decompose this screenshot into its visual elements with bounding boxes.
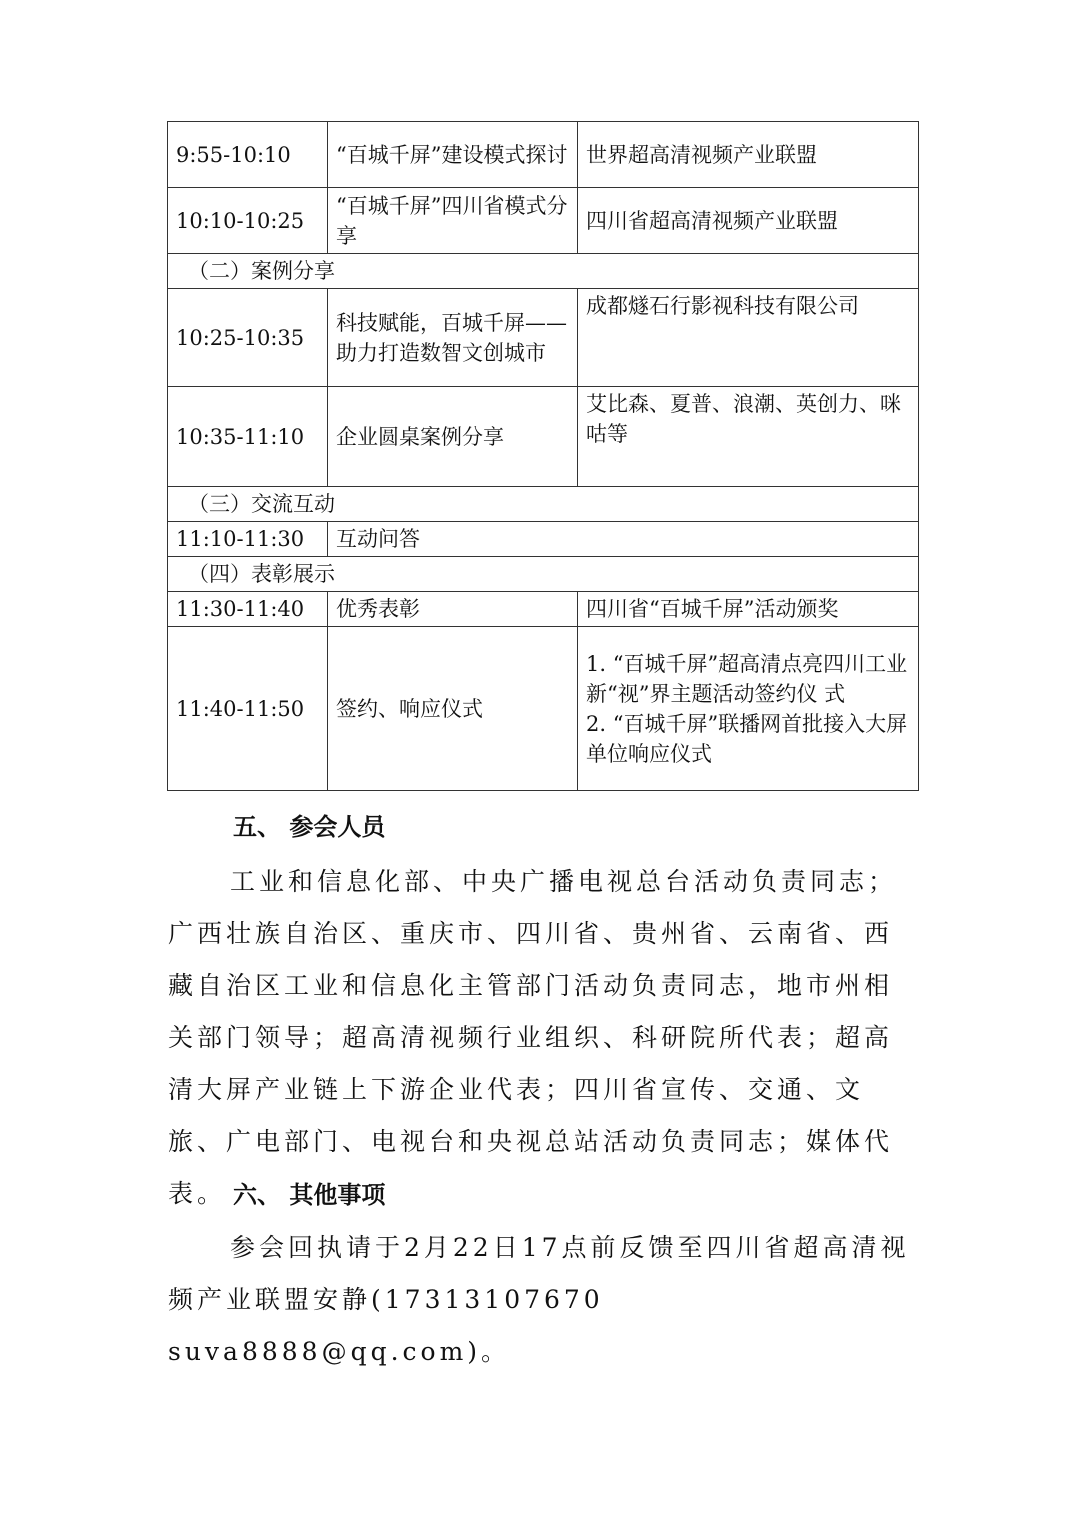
table-row: [168, 289, 919, 387]
table-row: [168, 522, 919, 557]
speaker-cell: 成都燧石行影视科技有限公司: [578, 289, 919, 387]
time-cell: 10:25-10:35: [168, 289, 328, 387]
topic-cell: 互动问答: [328, 522, 919, 557]
time-cell: 11:40-11:50: [168, 627, 328, 791]
topic-cell: “百城千屏”建设模式探讨: [328, 122, 578, 188]
table-row: [168, 122, 919, 188]
speaker-cell: 四川省超高清视频产业联盟: [578, 188, 919, 254]
list-item: 2. “百城千屏”联播网首批接入大屏单位响应仪式: [586, 711, 908, 766]
speaker-cell: 四川省“百城千屏”活动颁奖: [578, 592, 919, 627]
time-cell: 10:35-11:10: [168, 387, 328, 487]
section-row: [168, 557, 919, 592]
topic-cell: 优秀表彰: [328, 592, 578, 627]
speaker-cell: 世界超高清视频产业联盟: [578, 122, 919, 188]
section-title: （四）表彰展示: [168, 557, 919, 592]
section-title: （二）案例分享: [168, 254, 919, 289]
schedule-table: [167, 121, 919, 791]
section-title: （三）交流互动: [168, 487, 919, 522]
section-row: [168, 487, 919, 522]
table-row: [168, 387, 919, 487]
table-row: [168, 592, 919, 627]
speaker-cell: [578, 627, 919, 791]
topic-cell: 签约、响应仪式: [328, 627, 578, 791]
section-body: 工业和信息化部、中央广播电视总台活动负责同志；广西壮族自治区、重庆市、四川省、贵州省、云南省、西藏自治区工业和信息化主管部门活动负责同志，地市州相关部门领导；超高清视频行业组织、科研院所代表；超高清大屏产业链上下游企业代表；四川省宣传、交通、文旅、广电部门、电视台和央视总站活动负责同志；媒体代表。: [168, 867, 898, 1208]
time-cell: 11:10-11:30: [168, 522, 328, 557]
time-cell: 11:30-11:40: [168, 592, 328, 627]
time-cell: 9:55-10:10: [168, 122, 328, 188]
table-row: [168, 627, 919, 791]
topic-cell: 科技赋能，百城千屏——助力打造数智文创城市: [328, 289, 578, 387]
section-heading: 五、 参会人员: [233, 813, 386, 841]
section-body: 参会回执请于2月22日17点前反馈至四川省超高清视频产业联盟安静(17313107670 suva8888@qq.com)。: [168, 1233, 910, 1366]
topic-cell: “百城千屏”四川省模式分享: [328, 188, 578, 254]
topic-cell: 企业圆桌案例分享: [328, 387, 578, 487]
list-item: 1. “百城千屏”超高清点亮四川工业新“视”界主题活动签约仪 式: [586, 651, 908, 706]
time-cell: 10:10-10:25: [168, 188, 328, 254]
speaker-cell: 艾比森、夏普、浪潮、英创力、咪咕等: [578, 387, 919, 487]
section-row: [168, 254, 919, 289]
section-heading: 六、 其他事项: [233, 1181, 386, 1209]
table-row: [168, 188, 919, 254]
